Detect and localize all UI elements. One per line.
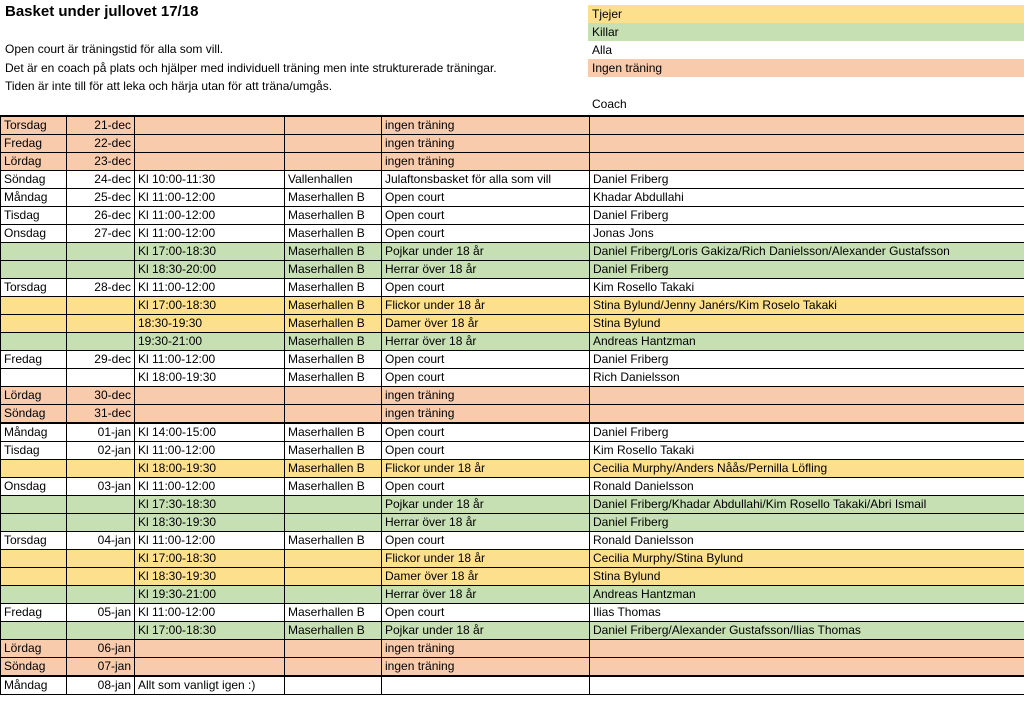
table-row bbox=[1, 387, 1024, 405]
table-row bbox=[1, 496, 1024, 514]
coach-cell: Daniel Friberg/Alexander Gustafsson/Ilias Thomas bbox=[590, 622, 1024, 640]
place-cell bbox=[285, 153, 382, 171]
table-row bbox=[1, 640, 1024, 658]
day-cell: Fredag bbox=[1, 351, 67, 369]
time-cell: Kl 11:00-12:00 bbox=[135, 351, 285, 369]
date-cell bbox=[67, 261, 135, 279]
table-row bbox=[1, 568, 1024, 586]
date-cell: 05-jan bbox=[67, 604, 135, 622]
table-row bbox=[1, 135, 1024, 153]
legend-killar: Killar bbox=[588, 23, 1024, 41]
date-cell: 25-dec bbox=[67, 189, 135, 207]
day-cell: Måndag bbox=[1, 189, 67, 207]
date-cell bbox=[67, 496, 135, 514]
coach-cell: Daniel Friberg bbox=[590, 423, 1024, 442]
date-cell bbox=[67, 568, 135, 586]
coach-cell: Rich Danielsson bbox=[590, 369, 1024, 387]
time-cell bbox=[135, 658, 285, 677]
coach-cell: Khadar Abdullahi bbox=[590, 189, 1024, 207]
activity-cell: Herrar över 18 år bbox=[382, 514, 590, 532]
day-cell: Måndag bbox=[1, 676, 67, 695]
activity-cell: Pojkar under 18 år bbox=[382, 622, 590, 640]
time-cell: Kl 11:00-12:00 bbox=[135, 207, 285, 225]
coach-cell bbox=[590, 658, 1024, 677]
day-cell bbox=[1, 514, 67, 532]
coach-cell: Daniel Friberg bbox=[590, 261, 1024, 279]
activity-cell: Herrar över 18 år bbox=[382, 586, 590, 604]
coach-cell bbox=[590, 153, 1024, 171]
date-cell: 23-dec bbox=[67, 153, 135, 171]
place-cell bbox=[285, 116, 382, 135]
table-row bbox=[1, 586, 1024, 604]
coach-cell: Cecilia Murphy/Anders Nåås/Pernilla Löfling bbox=[590, 460, 1024, 478]
day-cell: Onsdag bbox=[1, 478, 67, 496]
time-cell: Kl 19:30-21:00 bbox=[135, 586, 285, 604]
day-cell: Söndag bbox=[1, 658, 67, 677]
place-cell: Vallenhallen bbox=[285, 171, 382, 189]
activity-cell: Damer över 18 år bbox=[382, 315, 590, 333]
coach-cell: Cecilia Murphy/Stina Bylund bbox=[590, 550, 1024, 568]
activity-cell: ingen träning bbox=[382, 135, 590, 153]
time-cell: Kl 18:00-19:30 bbox=[135, 460, 285, 478]
table-row bbox=[1, 153, 1024, 171]
date-cell bbox=[67, 460, 135, 478]
day-cell: Söndag bbox=[1, 171, 67, 189]
table-row bbox=[1, 351, 1024, 369]
table-row bbox=[1, 658, 1024, 677]
day-cell bbox=[1, 550, 67, 568]
intro-line-1: Open court är träningstid för alla som vill. bbox=[5, 42, 224, 56]
date-cell: 01-jan bbox=[67, 423, 135, 442]
date-cell bbox=[67, 586, 135, 604]
coach-cell: Daniel Friberg bbox=[590, 514, 1024, 532]
day-cell: Torsdag bbox=[1, 116, 67, 135]
table-row bbox=[1, 622, 1024, 640]
table-row bbox=[1, 261, 1024, 279]
day-cell: Torsdag bbox=[1, 532, 67, 550]
place-cell: Maserhallen B bbox=[285, 225, 382, 243]
date-cell bbox=[67, 315, 135, 333]
coach-cell: Ronald Danielsson bbox=[590, 478, 1024, 496]
day-cell: Lördag bbox=[1, 153, 67, 171]
coach-cell bbox=[590, 135, 1024, 153]
day-cell bbox=[1, 261, 67, 279]
coach-cell: Ronald Danielsson bbox=[590, 532, 1024, 550]
coach-cell: Daniel Friberg bbox=[590, 351, 1024, 369]
time-cell: Kl 11:00-12:00 bbox=[135, 225, 285, 243]
date-cell: 07-jan bbox=[67, 658, 135, 677]
time-cell: Kl 11:00-12:00 bbox=[135, 189, 285, 207]
activity-cell: ingen träning bbox=[382, 658, 590, 677]
date-cell: 06-jan bbox=[67, 640, 135, 658]
day-cell bbox=[1, 496, 67, 514]
table-row bbox=[1, 550, 1024, 568]
place-cell bbox=[285, 586, 382, 604]
place-cell: Maserhallen B bbox=[285, 478, 382, 496]
place-cell: Maserhallen B bbox=[285, 442, 382, 460]
table-row bbox=[1, 532, 1024, 550]
place-cell: Maserhallen B bbox=[285, 189, 382, 207]
place-cell bbox=[285, 568, 382, 586]
day-cell bbox=[1, 369, 67, 387]
day-cell bbox=[1, 460, 67, 478]
activity-cell: Open court bbox=[382, 189, 590, 207]
schedule-table bbox=[0, 115, 1024, 695]
legend-alla: Alla bbox=[588, 41, 1024, 59]
place-cell: Maserhallen B bbox=[285, 604, 382, 622]
time-cell: Kl 17:30-18:30 bbox=[135, 496, 285, 514]
coach-cell: Andreas Hantzman bbox=[590, 333, 1024, 351]
place-cell: Maserhallen B bbox=[285, 622, 382, 640]
activity-cell: Open court bbox=[382, 207, 590, 225]
day-cell: Fredag bbox=[1, 604, 67, 622]
date-cell: 22-dec bbox=[67, 135, 135, 153]
time-cell: 18:30-19:30 bbox=[135, 315, 285, 333]
activity-cell: Open court bbox=[382, 225, 590, 243]
coach-column-header: Coach bbox=[592, 97, 627, 111]
place-cell: Maserhallen B bbox=[285, 315, 382, 333]
place-cell: Maserhallen B bbox=[285, 423, 382, 442]
activity-cell: ingen träning bbox=[382, 116, 590, 135]
table-row bbox=[1, 116, 1024, 135]
page-title: Basket under jullovet 17/18 bbox=[5, 3, 199, 20]
table-row bbox=[1, 405, 1024, 424]
time-cell bbox=[135, 405, 285, 424]
table-row bbox=[1, 315, 1024, 333]
schedule-rows bbox=[1, 116, 1024, 695]
table-row bbox=[1, 171, 1024, 189]
activity-cell: ingen träning bbox=[382, 640, 590, 658]
coach-cell: Stina Bylund bbox=[590, 315, 1024, 333]
place-cell bbox=[285, 514, 382, 532]
day-cell bbox=[1, 333, 67, 351]
time-cell bbox=[135, 387, 285, 405]
place-cell bbox=[285, 640, 382, 658]
activity-cell: Pojkar under 18 år bbox=[382, 243, 590, 261]
coach-cell: Ilias Thomas bbox=[590, 604, 1024, 622]
place-cell: Maserhallen B bbox=[285, 261, 382, 279]
activity-cell: Open court bbox=[382, 423, 590, 442]
intro-line-2: Det är en coach på plats och hjälper med individuell träning men inte strukturerade träningar. bbox=[5, 61, 497, 75]
time-cell: Kl 11:00-12:00 bbox=[135, 442, 285, 460]
coach-cell bbox=[590, 387, 1024, 405]
coach-cell: Jonas Jons bbox=[590, 225, 1024, 243]
date-cell bbox=[67, 514, 135, 532]
date-cell: 31-dec bbox=[67, 405, 135, 424]
table-row bbox=[1, 478, 1024, 496]
activity-cell: Flickor under 18 år bbox=[382, 297, 590, 315]
activity-cell: Herrar över 18 år bbox=[382, 261, 590, 279]
date-cell bbox=[67, 550, 135, 568]
day-cell: Lördag bbox=[1, 640, 67, 658]
place-cell: Maserhallen B bbox=[285, 351, 382, 369]
table-row bbox=[1, 423, 1024, 442]
day-cell bbox=[1, 622, 67, 640]
day-cell: Tisdag bbox=[1, 207, 67, 225]
activity-cell: Open court bbox=[382, 279, 590, 297]
coach-cell bbox=[590, 676, 1024, 695]
date-cell bbox=[67, 243, 135, 261]
activity-cell: Flickor under 18 år bbox=[382, 460, 590, 478]
legend-ingen-traning: Ingen träning bbox=[588, 59, 1024, 77]
day-cell: Tisdag bbox=[1, 442, 67, 460]
place-cell: Maserhallen B bbox=[285, 333, 382, 351]
day-cell: Måndag bbox=[1, 423, 67, 442]
legend-tjejer: Tjejer bbox=[588, 5, 1024, 23]
time-cell bbox=[135, 116, 285, 135]
place-cell bbox=[285, 550, 382, 568]
intro-line-3: Tiden är inte till för att leka och härja utan för att träna/umgås. bbox=[5, 79, 333, 93]
date-cell bbox=[67, 297, 135, 315]
place-cell: Maserhallen B bbox=[285, 297, 382, 315]
date-cell: 30-dec bbox=[67, 387, 135, 405]
date-cell bbox=[67, 333, 135, 351]
date-cell: 04-jan bbox=[67, 532, 135, 550]
place-cell bbox=[285, 658, 382, 677]
place-cell bbox=[285, 405, 382, 424]
table-row bbox=[1, 369, 1024, 387]
day-cell: Söndag bbox=[1, 405, 67, 424]
coach-cell: Stina Bylund bbox=[590, 568, 1024, 586]
day-cell: Torsdag bbox=[1, 279, 67, 297]
coach-cell: Kim Rosello Takaki bbox=[590, 279, 1024, 297]
table-row bbox=[1, 279, 1024, 297]
time-cell: Kl 17:00-18:30 bbox=[135, 243, 285, 261]
table-row bbox=[1, 460, 1024, 478]
time-cell: Kl 18:30-19:30 bbox=[135, 514, 285, 532]
coach-cell bbox=[590, 640, 1024, 658]
time-cell: Kl 18:30-19:30 bbox=[135, 568, 285, 586]
table-row bbox=[1, 676, 1024, 695]
activity-cell: ingen träning bbox=[382, 405, 590, 424]
coach-cell bbox=[590, 116, 1024, 135]
day-cell: Lördag bbox=[1, 387, 67, 405]
time-cell: Kl 18:30-20:00 bbox=[135, 261, 285, 279]
coach-cell: Daniel Friberg bbox=[590, 171, 1024, 189]
date-cell: 24-dec bbox=[67, 171, 135, 189]
activity-cell: Flickor under 18 år bbox=[382, 550, 590, 568]
date-cell: 21-dec bbox=[67, 116, 135, 135]
day-cell bbox=[1, 243, 67, 261]
date-cell: 26-dec bbox=[67, 207, 135, 225]
place-cell bbox=[285, 496, 382, 514]
place-cell: Maserhallen B bbox=[285, 369, 382, 387]
activity-cell bbox=[382, 676, 590, 695]
coach-cell: Stina Bylund/Jenny Janérs/Kim Roselo Takaki bbox=[590, 297, 1024, 315]
date-cell: 08-jan bbox=[67, 676, 135, 695]
day-cell bbox=[1, 297, 67, 315]
date-cell bbox=[67, 369, 135, 387]
table-row bbox=[1, 207, 1024, 225]
table-row bbox=[1, 243, 1024, 261]
activity-cell: Pojkar under 18 år bbox=[382, 496, 590, 514]
activity-cell: ingen träning bbox=[382, 387, 590, 405]
date-cell: 27-dec bbox=[67, 225, 135, 243]
table-row bbox=[1, 604, 1024, 622]
place-cell: Maserhallen B bbox=[285, 460, 382, 478]
table-row bbox=[1, 442, 1024, 460]
activity-cell: Herrar över 18 år bbox=[382, 333, 590, 351]
time-cell: Kl 18:00-19:30 bbox=[135, 369, 285, 387]
day-cell bbox=[1, 315, 67, 333]
place-cell: Maserhallen B bbox=[285, 243, 382, 261]
activity-cell: Open court bbox=[382, 478, 590, 496]
time-cell: Kl 14:00-15:00 bbox=[135, 423, 285, 442]
coach-cell: Daniel Friberg bbox=[590, 207, 1024, 225]
coach-cell: Daniel Friberg/Khadar Abdullahi/Kim Rosello Takaki/Abri Ismail bbox=[590, 496, 1024, 514]
time-cell: Kl 11:00-12:00 bbox=[135, 604, 285, 622]
coach-cell: Kim Rosello Takaki bbox=[590, 442, 1024, 460]
table-row bbox=[1, 297, 1024, 315]
time-cell: Kl 17:00-18:30 bbox=[135, 297, 285, 315]
time-cell: Kl 11:00-12:00 bbox=[135, 532, 285, 550]
date-cell: 28-dec bbox=[67, 279, 135, 297]
date-cell bbox=[67, 622, 135, 640]
place-cell bbox=[285, 387, 382, 405]
date-cell: 03-jan bbox=[67, 478, 135, 496]
time-cell: Kl 17:00-18:30 bbox=[135, 622, 285, 640]
time-cell: Kl 10:00-11:30 bbox=[135, 171, 285, 189]
table-row bbox=[1, 514, 1024, 532]
table-row bbox=[1, 189, 1024, 207]
place-cell: Maserhallen B bbox=[285, 279, 382, 297]
day-cell bbox=[1, 586, 67, 604]
time-cell: Kl 11:00-12:00 bbox=[135, 478, 285, 496]
date-cell: 02-jan bbox=[67, 442, 135, 460]
table-row bbox=[1, 333, 1024, 351]
activity-cell: Open court bbox=[382, 442, 590, 460]
activity-cell: ingen träning bbox=[382, 153, 590, 171]
time-cell bbox=[135, 153, 285, 171]
day-cell bbox=[1, 568, 67, 586]
place-cell bbox=[285, 135, 382, 153]
activity-cell: Open court bbox=[382, 604, 590, 622]
place-cell: Maserhallen B bbox=[285, 207, 382, 225]
time-cell: Kl 11:00-12:00 bbox=[135, 279, 285, 297]
time-cell bbox=[135, 640, 285, 658]
place-cell bbox=[285, 676, 382, 695]
coach-cell bbox=[590, 405, 1024, 424]
activity-cell: Open court bbox=[382, 369, 590, 387]
time-cell bbox=[135, 135, 285, 153]
day-cell: Onsdag bbox=[1, 225, 67, 243]
time-cell: 19:30-21:00 bbox=[135, 333, 285, 351]
activity-cell: Damer över 18 år bbox=[382, 568, 590, 586]
time-cell: Kl 17:00-18:30 bbox=[135, 550, 285, 568]
place-cell: Maserhallen B bbox=[285, 532, 382, 550]
time-cell: Allt som vanligt igen :) bbox=[135, 676, 285, 695]
activity-cell: Open court bbox=[382, 351, 590, 369]
date-cell: 29-dec bbox=[67, 351, 135, 369]
activity-cell: Julaftonsbasket för alla som vill bbox=[382, 171, 590, 189]
table-row bbox=[1, 225, 1024, 243]
day-cell: Fredag bbox=[1, 135, 67, 153]
coach-cell: Andreas Hantzman bbox=[590, 586, 1024, 604]
activity-cell: Open court bbox=[382, 532, 590, 550]
coach-cell: Daniel Friberg/Loris Gakiza/Rich Danielsson/Alexander Gustafsson bbox=[590, 243, 1024, 261]
